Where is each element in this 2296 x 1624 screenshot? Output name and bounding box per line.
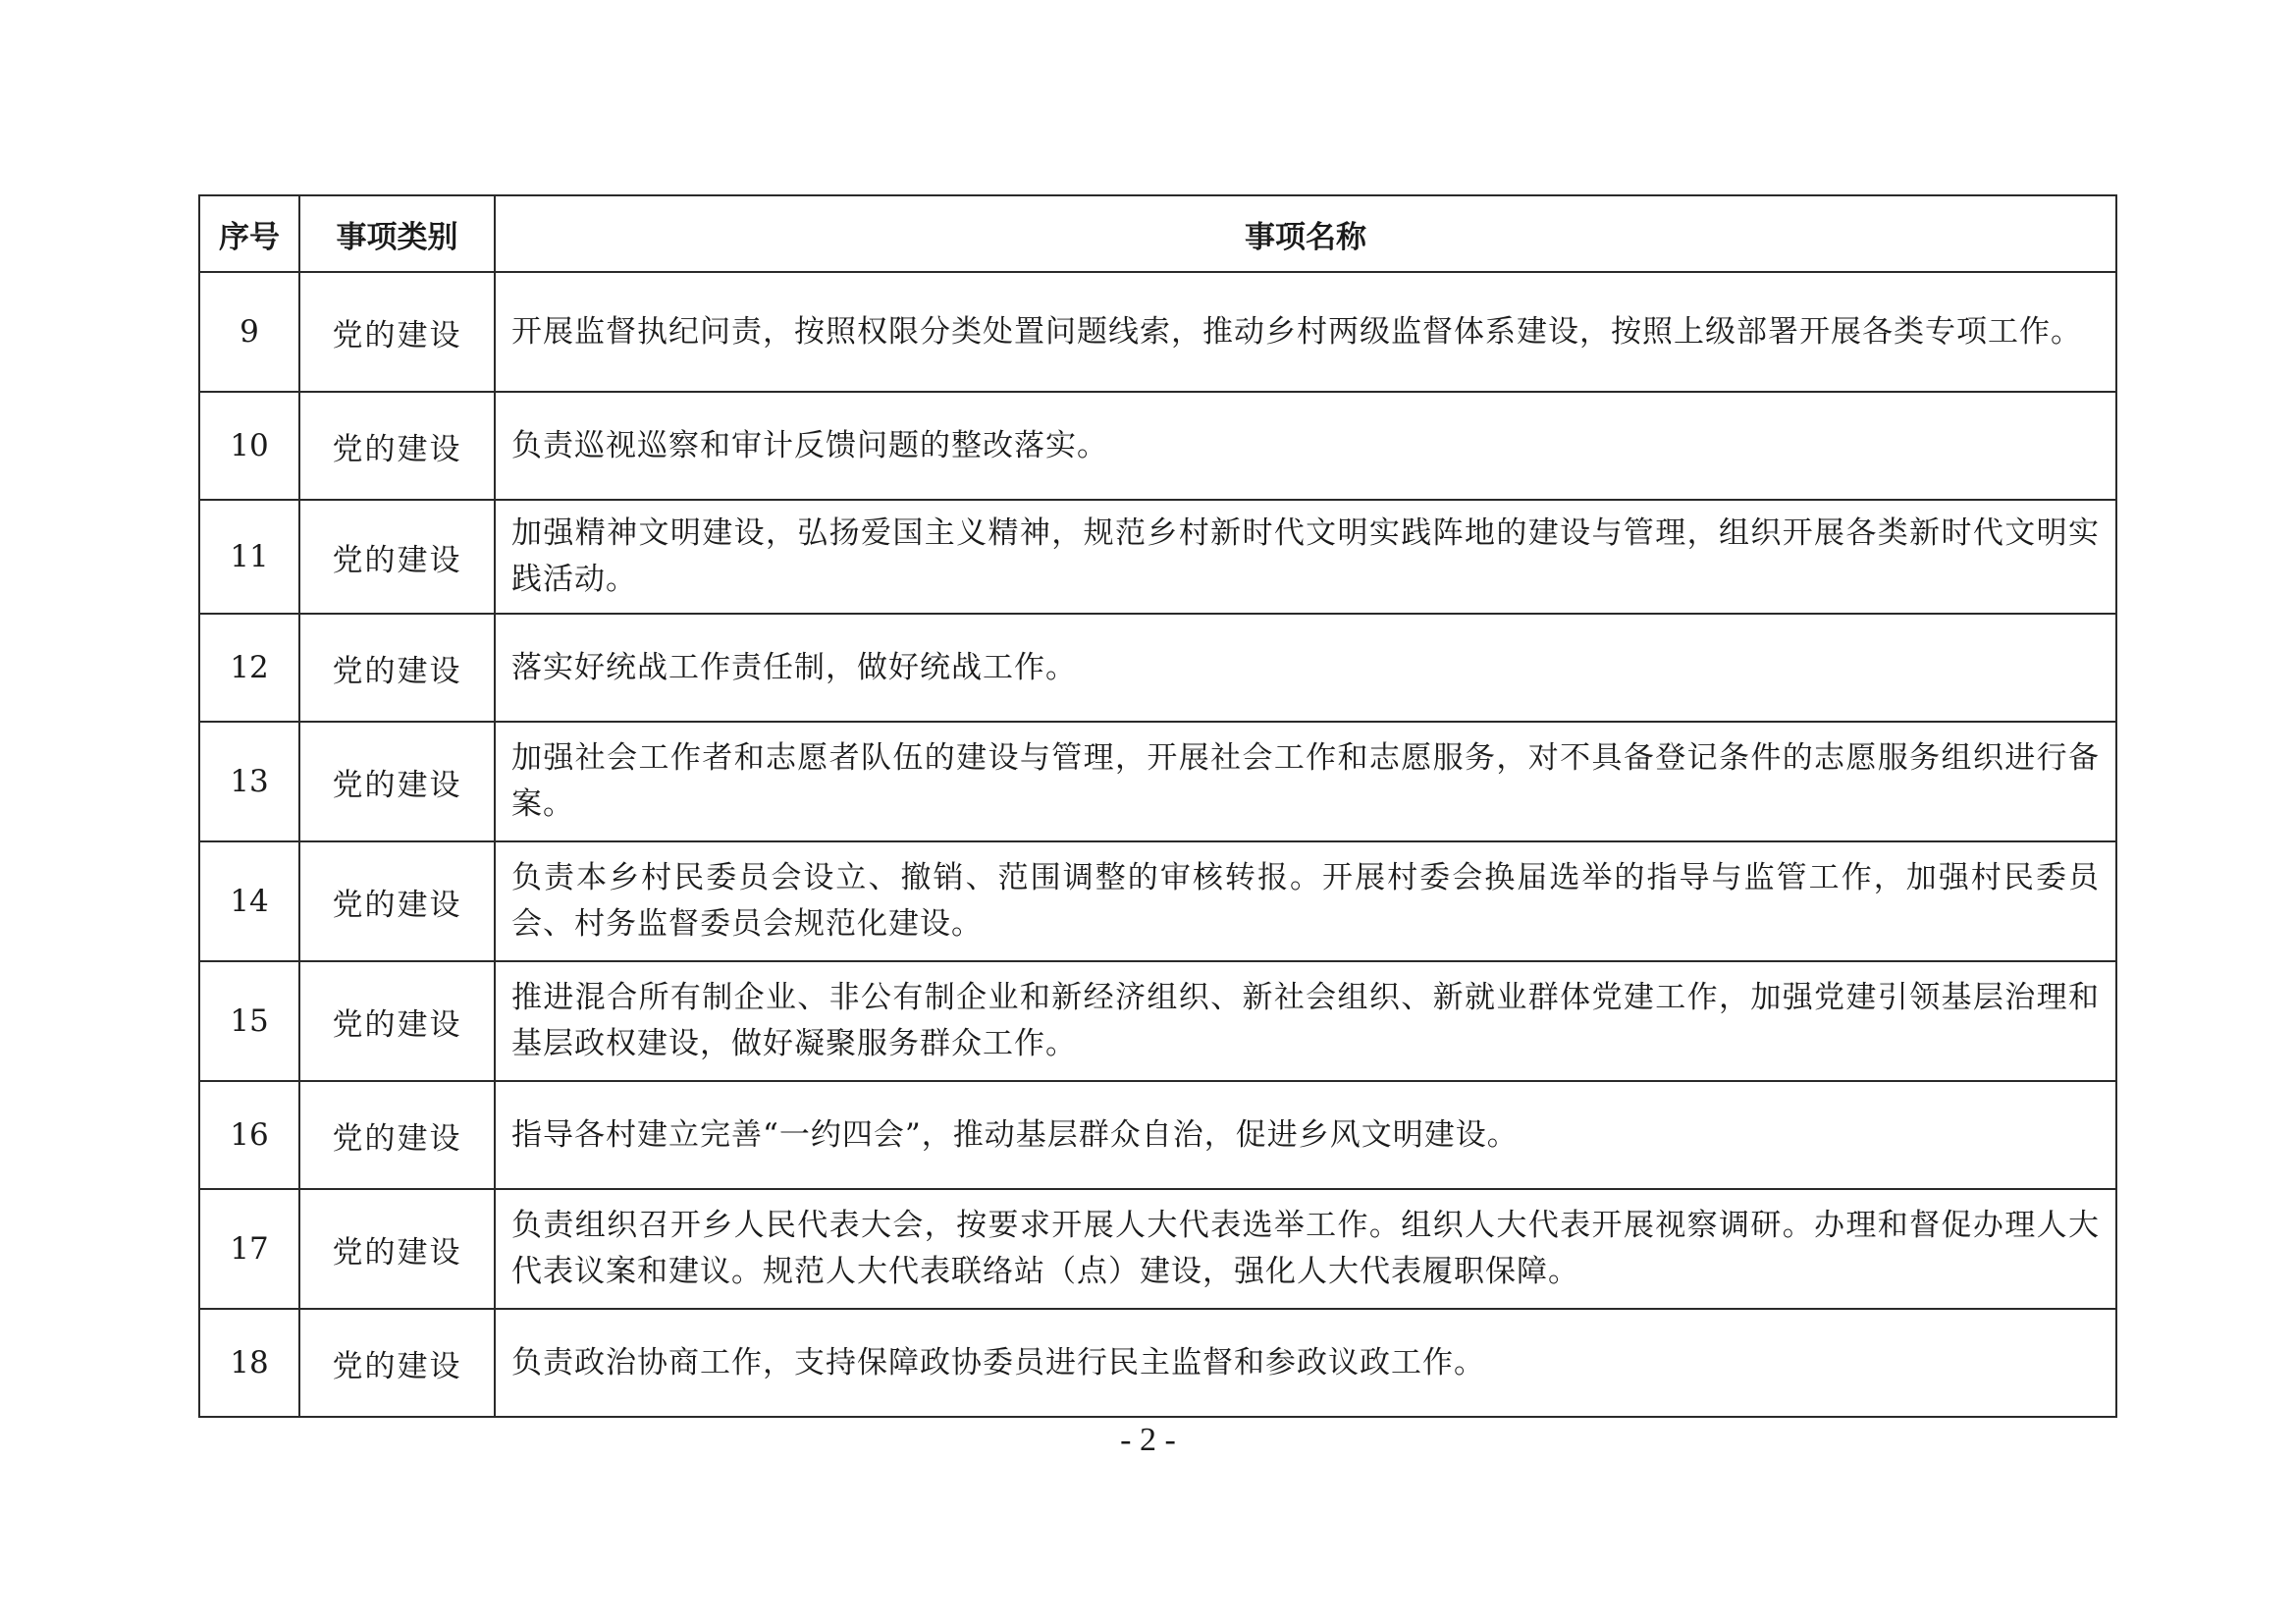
row-category: 党的建设 (299, 392, 495, 500)
row-category: 党的建设 (299, 272, 495, 392)
table-row (199, 1081, 2116, 1189)
row-number: 10 (199, 392, 299, 500)
row-name: 加强精神文明建设，弘扬爱国主义精神，规范乡村新时代文明实践阵地的建设与管理，组织开展各类新时代文明实践活动。 (495, 500, 2116, 614)
row-name: 落实好统战工作责任制，做好统战工作。 (495, 614, 2116, 722)
row-category: 党的建设 (299, 1189, 495, 1309)
table-header (199, 195, 2116, 272)
header-row (199, 195, 2116, 272)
table-row (199, 272, 2116, 392)
row-name: 负责政治协商工作，支持保障政协委员进行民主监督和参政议政工作。 (495, 1309, 2116, 1417)
row-name: 推进混合所有制企业、非公有制企业和新经济组织、新社会组织、新就业群体党建工作，加强党建引领基层治理和基层政权建设，做好凝聚服务群众工作。 (495, 961, 2116, 1081)
row-number: 9 (199, 272, 299, 392)
row-name: 开展监督执纪问责，按照权限分类处置问题线索，推动乡村两级监督体系建设，按照上级部署开展各类专项工作。 (495, 272, 2116, 392)
row-number: 17 (199, 1189, 299, 1309)
table-row (199, 961, 2116, 1081)
row-category: 党的建设 (299, 1309, 495, 1417)
row-name: 指导各村建立完善“一约四会”，推动基层群众自治，促进乡风文明建设。 (495, 1081, 2116, 1189)
row-category: 党的建设 (299, 961, 495, 1081)
table-body (199, 272, 2116, 1417)
table-row (199, 392, 2116, 500)
row-name: 加强社会工作者和志愿者队伍的建设与管理，开展社会工作和志愿服务，对不具备登记条件的志愿服务组织进行备案。 (495, 722, 2116, 841)
row-category: 党的建设 (299, 614, 495, 722)
table-row (199, 1189, 2116, 1309)
row-number: 16 (199, 1081, 299, 1189)
row-number: 14 (199, 841, 299, 961)
row-name: 负责组织召开乡人民代表大会，按要求开展人大代表选举工作。组织人大代表开展视察调研。办理和督促办理人大代表议案和建议。规范人大代表联络站（点）建设，强化人大代表履职保障。 (495, 1189, 2116, 1309)
row-category: 党的建设 (299, 841, 495, 961)
row-number: 18 (199, 1309, 299, 1417)
header-number: 序号 (199, 195, 299, 272)
row-name: 负责巡视巡察和审计反馈问题的整改落实。 (495, 392, 2116, 500)
row-number: 13 (199, 722, 299, 841)
header-name: 事项名称 (495, 195, 2116, 272)
table-row (199, 722, 2116, 841)
table-row (199, 614, 2116, 722)
row-number: 12 (199, 614, 299, 722)
row-number: 15 (199, 961, 299, 1081)
header-category: 事项类别 (299, 195, 495, 272)
table-row (199, 1309, 2116, 1417)
page-number: - 2 - (1120, 1422, 1176, 1458)
items-table (198, 194, 2117, 1418)
row-name: 负责本乡村民委员会设立、撤销、范围调整的审核转报。开展村委会换届选举的指导与监管工作，加强村民委员会、村务监督委员会规范化建设。 (495, 841, 2116, 961)
table-row (199, 500, 2116, 614)
row-category: 党的建设 (299, 1081, 495, 1189)
row-category: 党的建设 (299, 722, 495, 841)
row-number: 11 (199, 500, 299, 614)
row-category: 党的建设 (299, 500, 495, 614)
table-row (199, 841, 2116, 961)
